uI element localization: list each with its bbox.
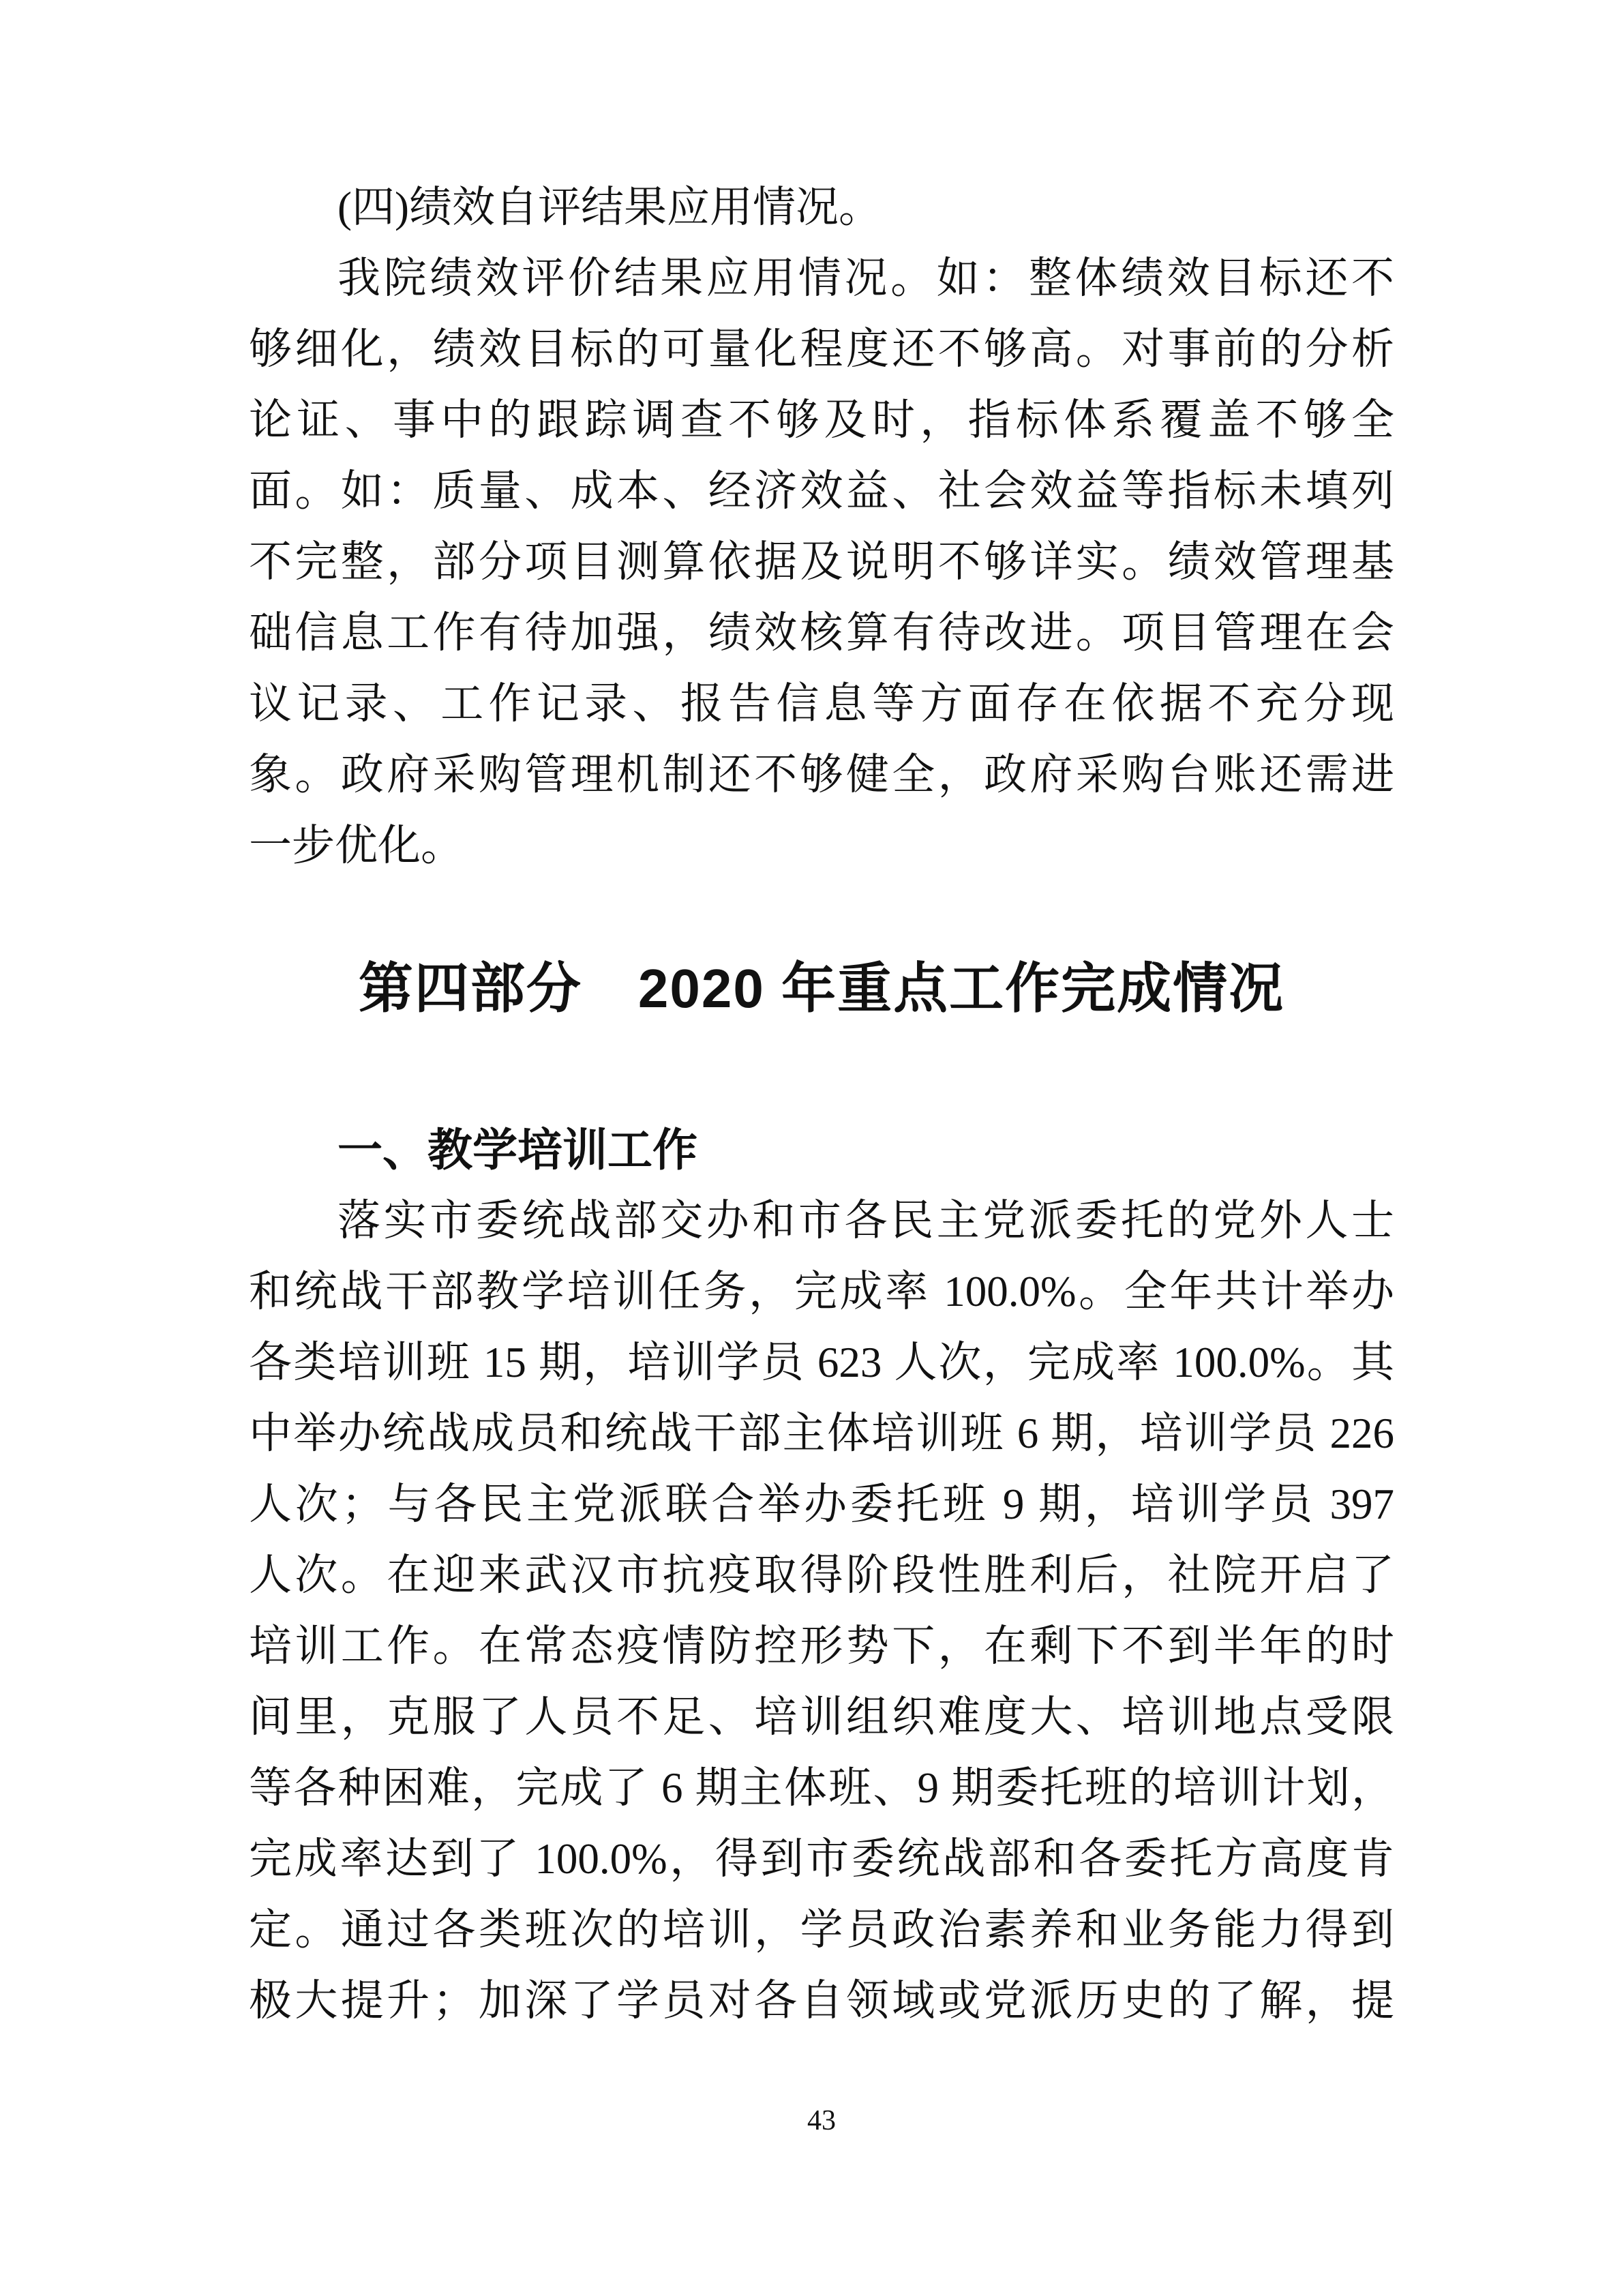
paragraph-line: 培训工作。在常态疫情防控形势下，在剩下不到半年的时 xyxy=(249,1622,1394,1670)
paragraph-line: 等各种困难，完成了 6 期主体班、9 期委托班的培训计划， xyxy=(249,1764,1394,1812)
paragraph-line: 完成率达到了 100.0%，得到市委统战部和各委托方高度肯 xyxy=(249,1835,1394,1883)
paragraph-line: 极大提升；加深了学员对各自领域或党派历史的了解，提 xyxy=(249,1977,1394,2025)
paragraph-line: 人次；与各民主党派联合举办委托班 9 期，培训学员 397 xyxy=(249,1480,1394,1528)
paragraph-line: 够细化，绩效目标的可量化程度还不够高。对事前的分析 xyxy=(249,325,1394,373)
paragraph-line: 中举办统战成员和统战干部主体培训班 6 期，培训学员 226 xyxy=(249,1410,1394,1457)
subsection-heading: (四)绩效自评结果应用情况。 xyxy=(337,183,882,231)
paragraph-line: 我院绩效评价结果应用情况。如：整体绩效目标还不 xyxy=(337,254,1394,302)
part-heading: 第四部分 2020 年重点工作完成情况 xyxy=(358,958,1285,1019)
top-margin xyxy=(249,0,1394,172)
paragraph-line: 各类培训班 15 期，培训学员 623 人次，完成率 100.0%。其 xyxy=(249,1339,1394,1386)
paragraph-line: 不完整，部分项目测算依据及说明不够详实。绩效管理基 xyxy=(249,538,1394,586)
paragraph-line: 落实市委统战部交办和市各民主党派委托的党外人士 xyxy=(337,1197,1394,1244)
topic-heading: 一、教学培训工作 xyxy=(337,1124,697,1175)
paragraph-line: 议记录、工作记录、报告信息等方面存在依据不充分现 xyxy=(249,680,1394,728)
paragraph-line: 间里，克服了人员不足、培训组织难度大、培训地点受限 xyxy=(249,1693,1394,1741)
page-content xyxy=(249,0,1394,2141)
paragraph-line: 和统战干部教学培训任务，完成率 100.0%。全年共计举办 xyxy=(249,1268,1394,1315)
paragraph-line: 论证、事中的跟踪调查不够及时，指标体系覆盖不够全 xyxy=(249,396,1394,444)
paragraph-line: 象。政府采购管理机制还不够健全，政府采购台账还需进 xyxy=(249,751,1394,799)
paragraph-line: 一步优化。 xyxy=(249,822,464,869)
paragraph-line: 面。如：质量、成本、经济效益、社会效益等指标未填列 xyxy=(249,467,1394,515)
page-number: 43 xyxy=(807,2105,836,2136)
paragraph-line: 人次。在迎来武汉市抗疫取得阶段性胜利后，社院开启了 xyxy=(249,1551,1394,1599)
paragraph-line: 定。通过各类班次的培训，学员政治素养和业务能力得到 xyxy=(249,1906,1394,1954)
paragraph-line: 础信息工作有待加强，绩效核算有待改进。项目管理在会 xyxy=(249,609,1394,657)
